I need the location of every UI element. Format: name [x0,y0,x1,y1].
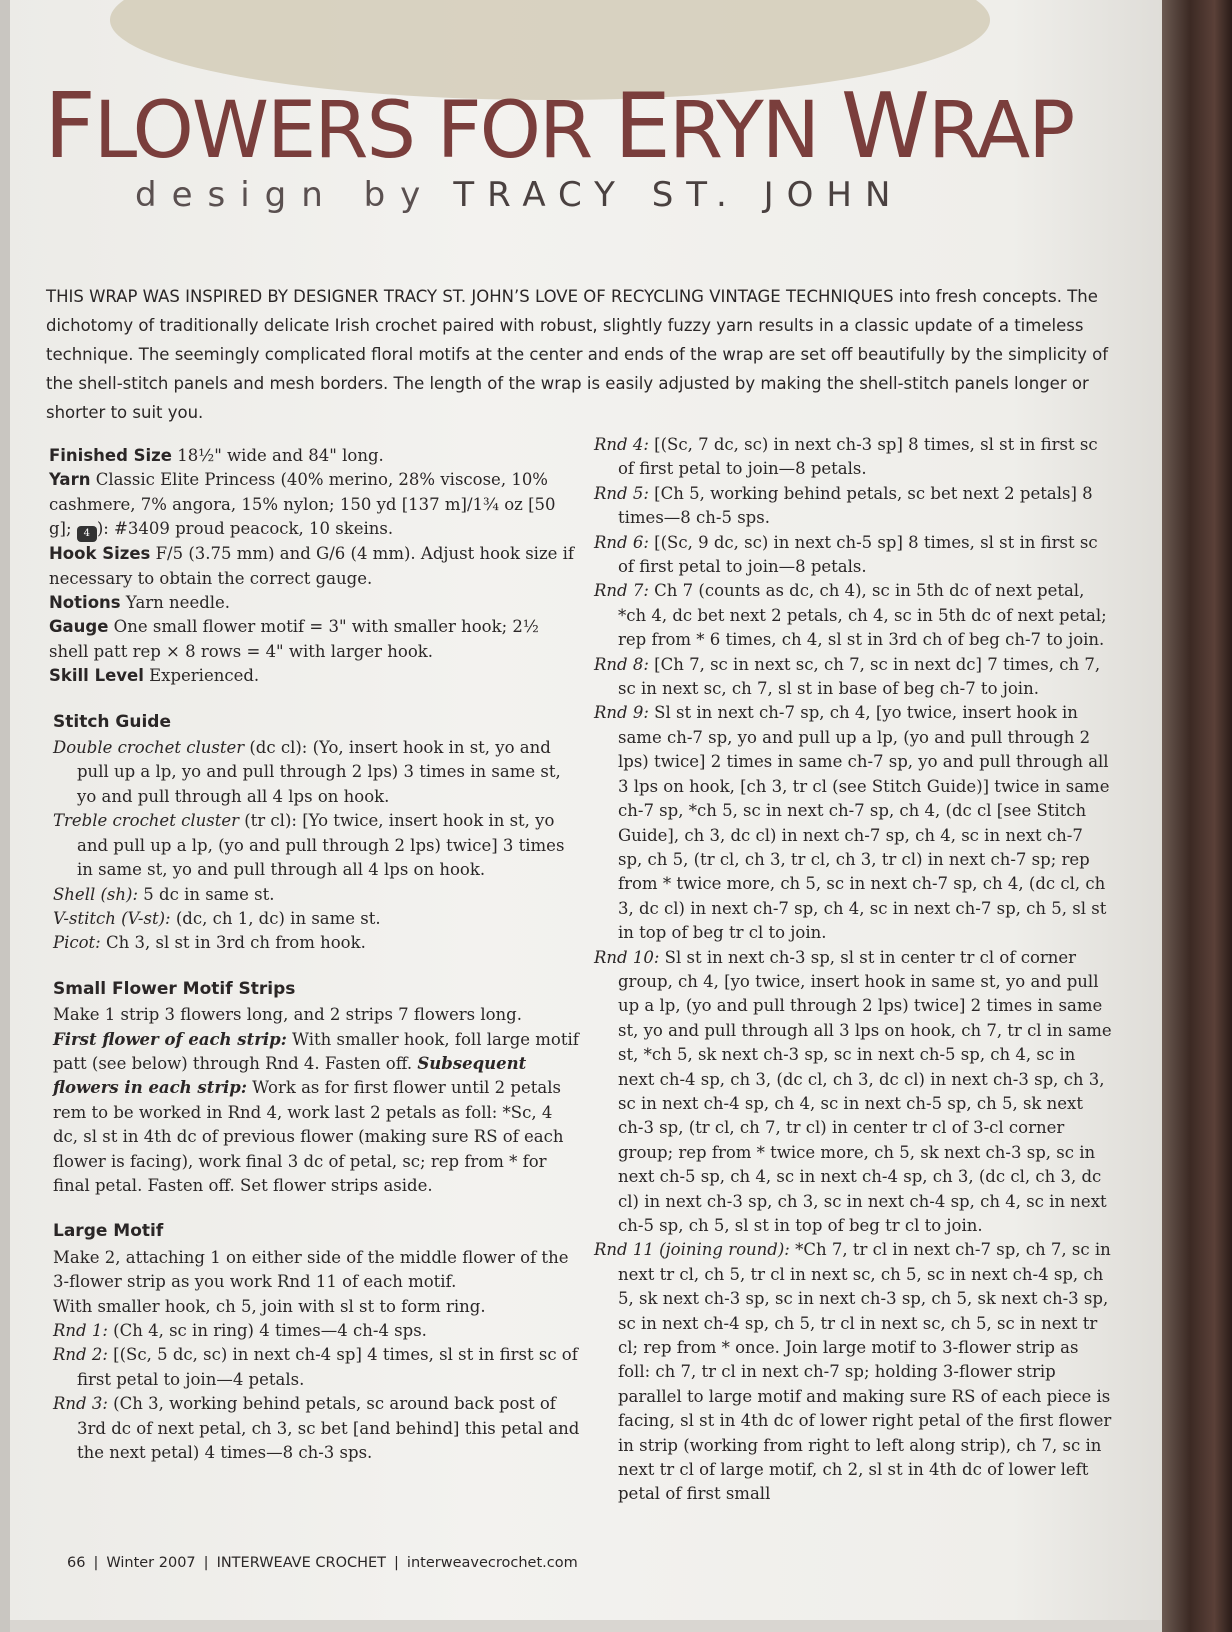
design-credit [135,175,904,215]
stitch-dc-cluster [49,736,581,809]
article-title [44,74,1074,179]
stitch-text: (Yo, insert hook in st, yo and pull up a lp, yo and pull through 2 lps) 3 times in same st, yo and pull through all 4 lps on hook. [77,738,561,806]
stitch-abbr: (dc cl): [244,738,308,758]
round-text: [(Sc, 5 dc, sc) in next ch-4 sp] 4 times, sl st in first sc of first petal to join—4 petals. [77,1345,578,1389]
spec-text: Classic Elite Princess (40% merino, 28% viscose, 10% cashmere, 7% angora, 15% nylon; 150 yd [137 m]/1¾ oz [50 g]; [49,470,556,539]
spec-text: Experienced. [143,666,260,686]
round-4 [594,433,1112,482]
intro-body: into fresh concepts. The dichotomy of traditionally delicate Irish crochet paired with robust, slightly fuzzy yarn results in a classic update of a timeless technique. The seemingly complicated floral motifs at the center and ends of the wrap are set off beautifully by the simplicity of the shell-stitch panels and mesh borders. The length of the wrap is easily adjusted by making the shell-stitch panels longer or shorter to suit you. [46,287,1109,422]
round-text: [Ch 7, sc in next sc, ch 7, sc in next dc] 7 times, ch 7, sc in next sc, ch 7, sl st in base of beg ch-7 to join. [618,654,1101,699]
spec-text: Yarn needle. [120,593,231,613]
spec-text: One small flower motif = 3" with smaller hook; 2½ shell patt rep × 8 rows = 4" with larger hook. [49,617,539,661]
large-motif-start: With smaller hook, ch 5, join with sl st to form ring. [53,1296,486,1316]
stitch-tr-cluster [49,809,581,882]
title-cap-2: E [614,74,669,179]
round-text: Sl st in next ch-3 sp, sl st in center tr cl of corner group, ch 4, [yo twice, insert hook in same st, yo and pull up a lp, (yo and pull through 2 lps) twice] 2 times in same st, yo and pull through all 3 lps on hook, ch 7, tr cl in same st, *ch 5, sk next ch-3 sp, sc in next ch-5 sp, ch 4, sc in next ch-4 sp, ch 3, (dc cl, ch 3, dc cl) in next ch-3 sp, ch 3, sc in next ch-4 sp, ch 4, sc in next ch-5 sp, ch 5, sk next ch-3 sp, (tr cl, ch 7, tr cl) in center tr cl of 3-cl corner group; rep from * twice more, ch 5, sk next ch-3 sp, sc in next ch-5 sp, ch 4, sc in next ch-4 sp, ch 3, (dc cl, ch 3, dc cl) in next ch-3 sp, ch 3, sc in next ch-4 sp, ch 4, sc in next ch-5 sp, ch 5, sl st in top of beg tr cl to join. [618,947,1112,1235]
instruction-label: First flower of each strip: [53,1029,287,1049]
stitch-name: Shell (sh): [53,884,139,904]
design-by-label: design by [135,175,436,215]
round-label: Rnd 4: [594,435,649,454]
spec-text: F/5 (3.75 mm) and G/6 (4 mm). Adjust hook size if necessary to obtain the correct gauge. [49,544,575,588]
title-part-1: LOWERS FOR [93,86,615,176]
small-flower-heading: Small Flower Motif Strips [53,978,296,999]
left-column [49,444,581,1465]
round-text: (Ch 4, sc in ring) 4 times—4 ch-4 sps. [107,1321,427,1340]
website-url: interweavecrochet.com [406,1555,578,1571]
round-3 [53,1392,581,1465]
round-text: [(Sc, 9 dc, sc) in next ch-5 sp] 8 times, sl st in first sc of first petal to join—8 petals. [618,532,1098,577]
spec-label: Skill Level [49,666,144,686]
spec-text: ): #3409 proud peacock, 10 skeins. [96,519,394,539]
round-5 [594,482,1112,531]
round-text: Ch 7 (counts as dc, ch 4), sc in 5th dc of next petal, *ch 4, dc bet next 2 petals, ch 4, sc in 5th dc of next petal; rep from * 6 times, ch 4, sl st in 3rd ch of beg ch-7 to join. [618,581,1107,650]
stitch-name: Picot: [53,933,101,953]
stitch-abbr: (tr cl): [238,811,297,831]
round-label: Rnd 10: [594,947,660,967]
round-label: Rnd 8: [594,654,649,674]
stitch-text: (dc, ch 1, dc) in same st. [170,908,381,928]
title-part-3: RAP [927,86,1074,176]
spec-label: Hook Sizes [49,544,151,564]
round-1 [53,1319,581,1343]
title-cap-1: F [44,74,94,179]
stitch-v-stitch [49,907,581,931]
footer-separator: | [93,1555,99,1571]
intro-lead: THIS WRAP WAS INSPIRED BY DESIGNER TRACY ST. JOHN’S LOVE OF RECYCLING VINTAGE TECHNIQUES [46,287,894,306]
spec-skill-level [49,664,581,688]
round-label: Rnd 6: [594,532,649,552]
large-motif-intro: Make 2, attaching 1 on either side of the middle flower of the 3-flower strip as you work Rnd 11 of each motif. [53,1247,569,1292]
round-label: Rnd 9: [594,703,649,723]
large-motif-rounds [53,1319,581,1465]
spec-finished-size [49,444,581,468]
spec-hook-sizes [49,542,581,591]
round-label: Rnd 11 (joining round): [594,1240,790,1260]
spec-label: Gauge [49,617,109,637]
round-label: Rnd 2: [53,1345,108,1365]
round-text: [(Sc, 7 dc, sc) in next ch-3 sp] 8 times, sl st in first sc of first petal to join—8 petals. [618,435,1098,479]
round-text: *Ch 7, tr cl in next ch-7 sp, ch 7, sc in next tr cl, ch 5, tr cl in next sc, ch 5, sc in next ch-4 sp, ch 5, sk next ch-3 sp, sc in next ch-3 sp, ch 5, sk next ch-3 sp, sc in next ch-4 sp, ch 5, tr cl in next sc, ch 5, sc in next tr cl; rep from * once. Join large motif to 3-flower strip as foll: ch 7, tr cl in next ch-7 sp; holding 3-flower strip parallel to large motif and making sure RS of each piece is facing, sl st in 4th dc of lower right petal of the first flower in strip (working from right to left along strip), ch 7, sc in next tr cl of large motif, ch 2, sl st in 4th dc of lower left petal of first small [618,1240,1112,1504]
page-footer [67,1555,578,1571]
round-label: Rnd 1: [53,1321,108,1340]
stitch-guide-heading: Stitch Guide [53,711,172,732]
round-9 [594,701,1112,945]
round-text: Sl st in next ch-7 sp, ch 4, [yo twice, insert hook in same ch-7 sp, yo and pull up a lp, (yo and pull through 2 lps) twice] 2 times in same ch-7 sp, yo and pull through all 3 lps on hook, [ch 3, tr cl (see Stitch Guide)] twice in same ch-7 sp, *ch 5, sc in next ch-7 sp, ch 4, (dc cl [see Stitch Guide], ch 3, dc cl) in next ch-7 sp, ch 4, sc in next ch-7 sp, ch 5, (tr cl, ch 3, tr cl, ch 3, tr cl) in next ch-7 sp; rep from * twice more, ch 5, sc in next ch-7 sp, ch 4, (dc cl, ch 3, dc cl) in next ch-7 sp, ch 4, sc in next ch-7 sp, ch 5, sl st in top of beg tr cl to join. [618,703,1110,943]
stitch-name: Double crochet cluster [53,738,245,758]
footer-separator: | [203,1555,209,1571]
stitch-text: [Yo twice, insert hook in st, yo and pull up a lp, (yo and pull through 2 lps) twice] 3 times in same st, yo and pull through all 4 lps on hook. [77,811,565,880]
round-11 [594,1238,1112,1506]
page-number: 66 [67,1555,86,1571]
instruction-text: Work as for first flower until 2 petals rem to be worked in Rnd 4, work last 2 petals as foll: *Sc, 4 dc, sl st in 4th dc of previous flower (making sure RS of each flower is facing), work final 3 dc of petal, sc; rep from * for final petal. Fasten off. Set flower strips aside. [53,1078,564,1195]
instruction-text: With smaller hook, foll large motif patt (see below) through Rnd 4. Fasten off. [53,1029,579,1073]
spec-label: Finished Size [49,446,172,465]
instruction-label: Subsequent flowers in each strip: [53,1053,527,1098]
spec-notions [49,591,581,615]
stitch-shell [49,883,581,907]
stitch-text: Ch 3, sl st in 3rd ch from hook. [100,933,366,953]
round-8 [594,653,1112,702]
spec-yarn [49,468,581,542]
stitch-picot [49,931,581,955]
round-text: [Ch 5, working behind petals, sc bet next 2 petals] 8 times—8 ch-5 sps. [618,483,1093,528]
designer-name: TRACY ST. JOHN [453,175,904,215]
page-edge-shadow [0,0,10,1632]
stitch-text: 5 dc in same st. [138,884,275,904]
right-column [594,433,1112,1507]
title-part-2: RYN [668,86,841,176]
book-spine [1162,0,1232,1632]
stitch-name: Treble crochet cluster [53,811,239,831]
spec-label: Yarn [49,470,91,490]
issue-label: Winter 2007 [106,1555,196,1571]
spec-text: 18½" wide and 84" long. [171,446,384,465]
round-10 [594,946,1112,1239]
round-7 [594,579,1112,652]
round-2 [53,1343,581,1392]
round-text: (Ch 3, working behind petals, sc around back post of 3rd dc of next petal, ch 3, sc bet [and behind] this petal and the next petal) 4 times—8 ch-3 sps. [77,1394,580,1463]
yarn-weight-icon: 4 [77,526,97,542]
footer-separator: | [394,1555,399,1571]
magazine-name: INTERWEAVE CROCHET [216,1555,387,1571]
intro-paragraph [46,282,1112,427]
round-label: Rnd 3: [53,1394,108,1414]
spec-label: Notions [49,593,121,613]
large-motif-heading: Large Motif [53,1221,164,1242]
round-label: Rnd 7: [594,581,649,601]
round-6 [594,531,1112,580]
stitch-name: V-stitch (V-st): [53,908,171,928]
round-label: Rnd 5: [594,483,649,503]
spec-gauge [49,615,581,664]
small-flower-instructions [53,1028,581,1199]
title-cap-3: W [840,74,928,179]
small-flower-intro: Make 1 strip 3 flowers long, and 2 strips 7 flowers long. [53,1005,522,1025]
